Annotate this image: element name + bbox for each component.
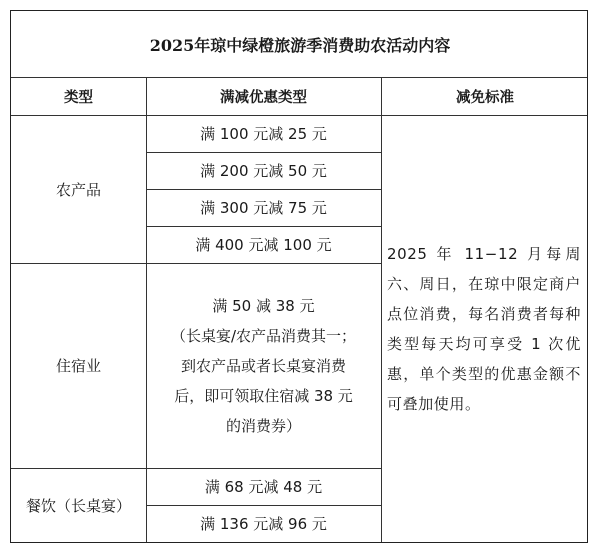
offer-lodging-line: 的消费券） xyxy=(225,416,301,435)
offer-dining-1: 满 68 元减 48 元 xyxy=(204,478,323,496)
divider xyxy=(11,77,587,78)
offer-lodging-line: 满 50 减 38 元 xyxy=(212,296,315,315)
category-dining: 餐饮（长桌宴） xyxy=(25,496,131,515)
offer-agri-4: 满 400 元减 100 元 xyxy=(195,236,332,254)
header-type: 类型 xyxy=(64,88,93,106)
rule-text: 2025 年 11−12 月每周六、周日，在琼中限定商户点位消费，每名消费者每种类型每天均可享受 1 次优惠，单个类型的优惠金额不可叠加使用。 xyxy=(387,244,581,413)
divider xyxy=(381,77,382,542)
offer-lodging-line: （长桌宴/农产品消费其一； xyxy=(170,326,357,345)
offer-agri-2: 满 200 元减 50 元 xyxy=(200,162,327,180)
divider xyxy=(11,115,587,116)
table-title: 2025年琼中绿橙旅游季消费助农活动内容 xyxy=(149,35,451,55)
header-discount: 满减优惠类型 xyxy=(220,88,307,106)
activity-table xyxy=(10,10,588,543)
divider xyxy=(146,505,381,506)
divider xyxy=(11,263,381,264)
offer-lodging-line: 到农产品或者长桌宴消费 xyxy=(180,356,346,375)
offer-lodging xyxy=(146,263,381,468)
divider xyxy=(146,77,147,542)
category-agri: 农产品 xyxy=(55,180,101,199)
divider xyxy=(146,152,381,153)
divider xyxy=(11,468,381,469)
offer-agri-3: 满 300 元减 75 元 xyxy=(200,199,327,217)
rule-cell xyxy=(381,115,587,542)
category-lodging: 住宿业 xyxy=(55,357,101,375)
offer-lodging-line: 后，即可领取住宿减 38 元 xyxy=(174,386,353,405)
offer-dining-2: 满 136 元减 96 元 xyxy=(200,515,327,533)
header-rule: 减免标准 xyxy=(456,88,514,106)
divider xyxy=(146,226,381,227)
offer-agri-1: 满 100 元减 25 元 xyxy=(200,125,327,143)
divider xyxy=(146,189,381,190)
